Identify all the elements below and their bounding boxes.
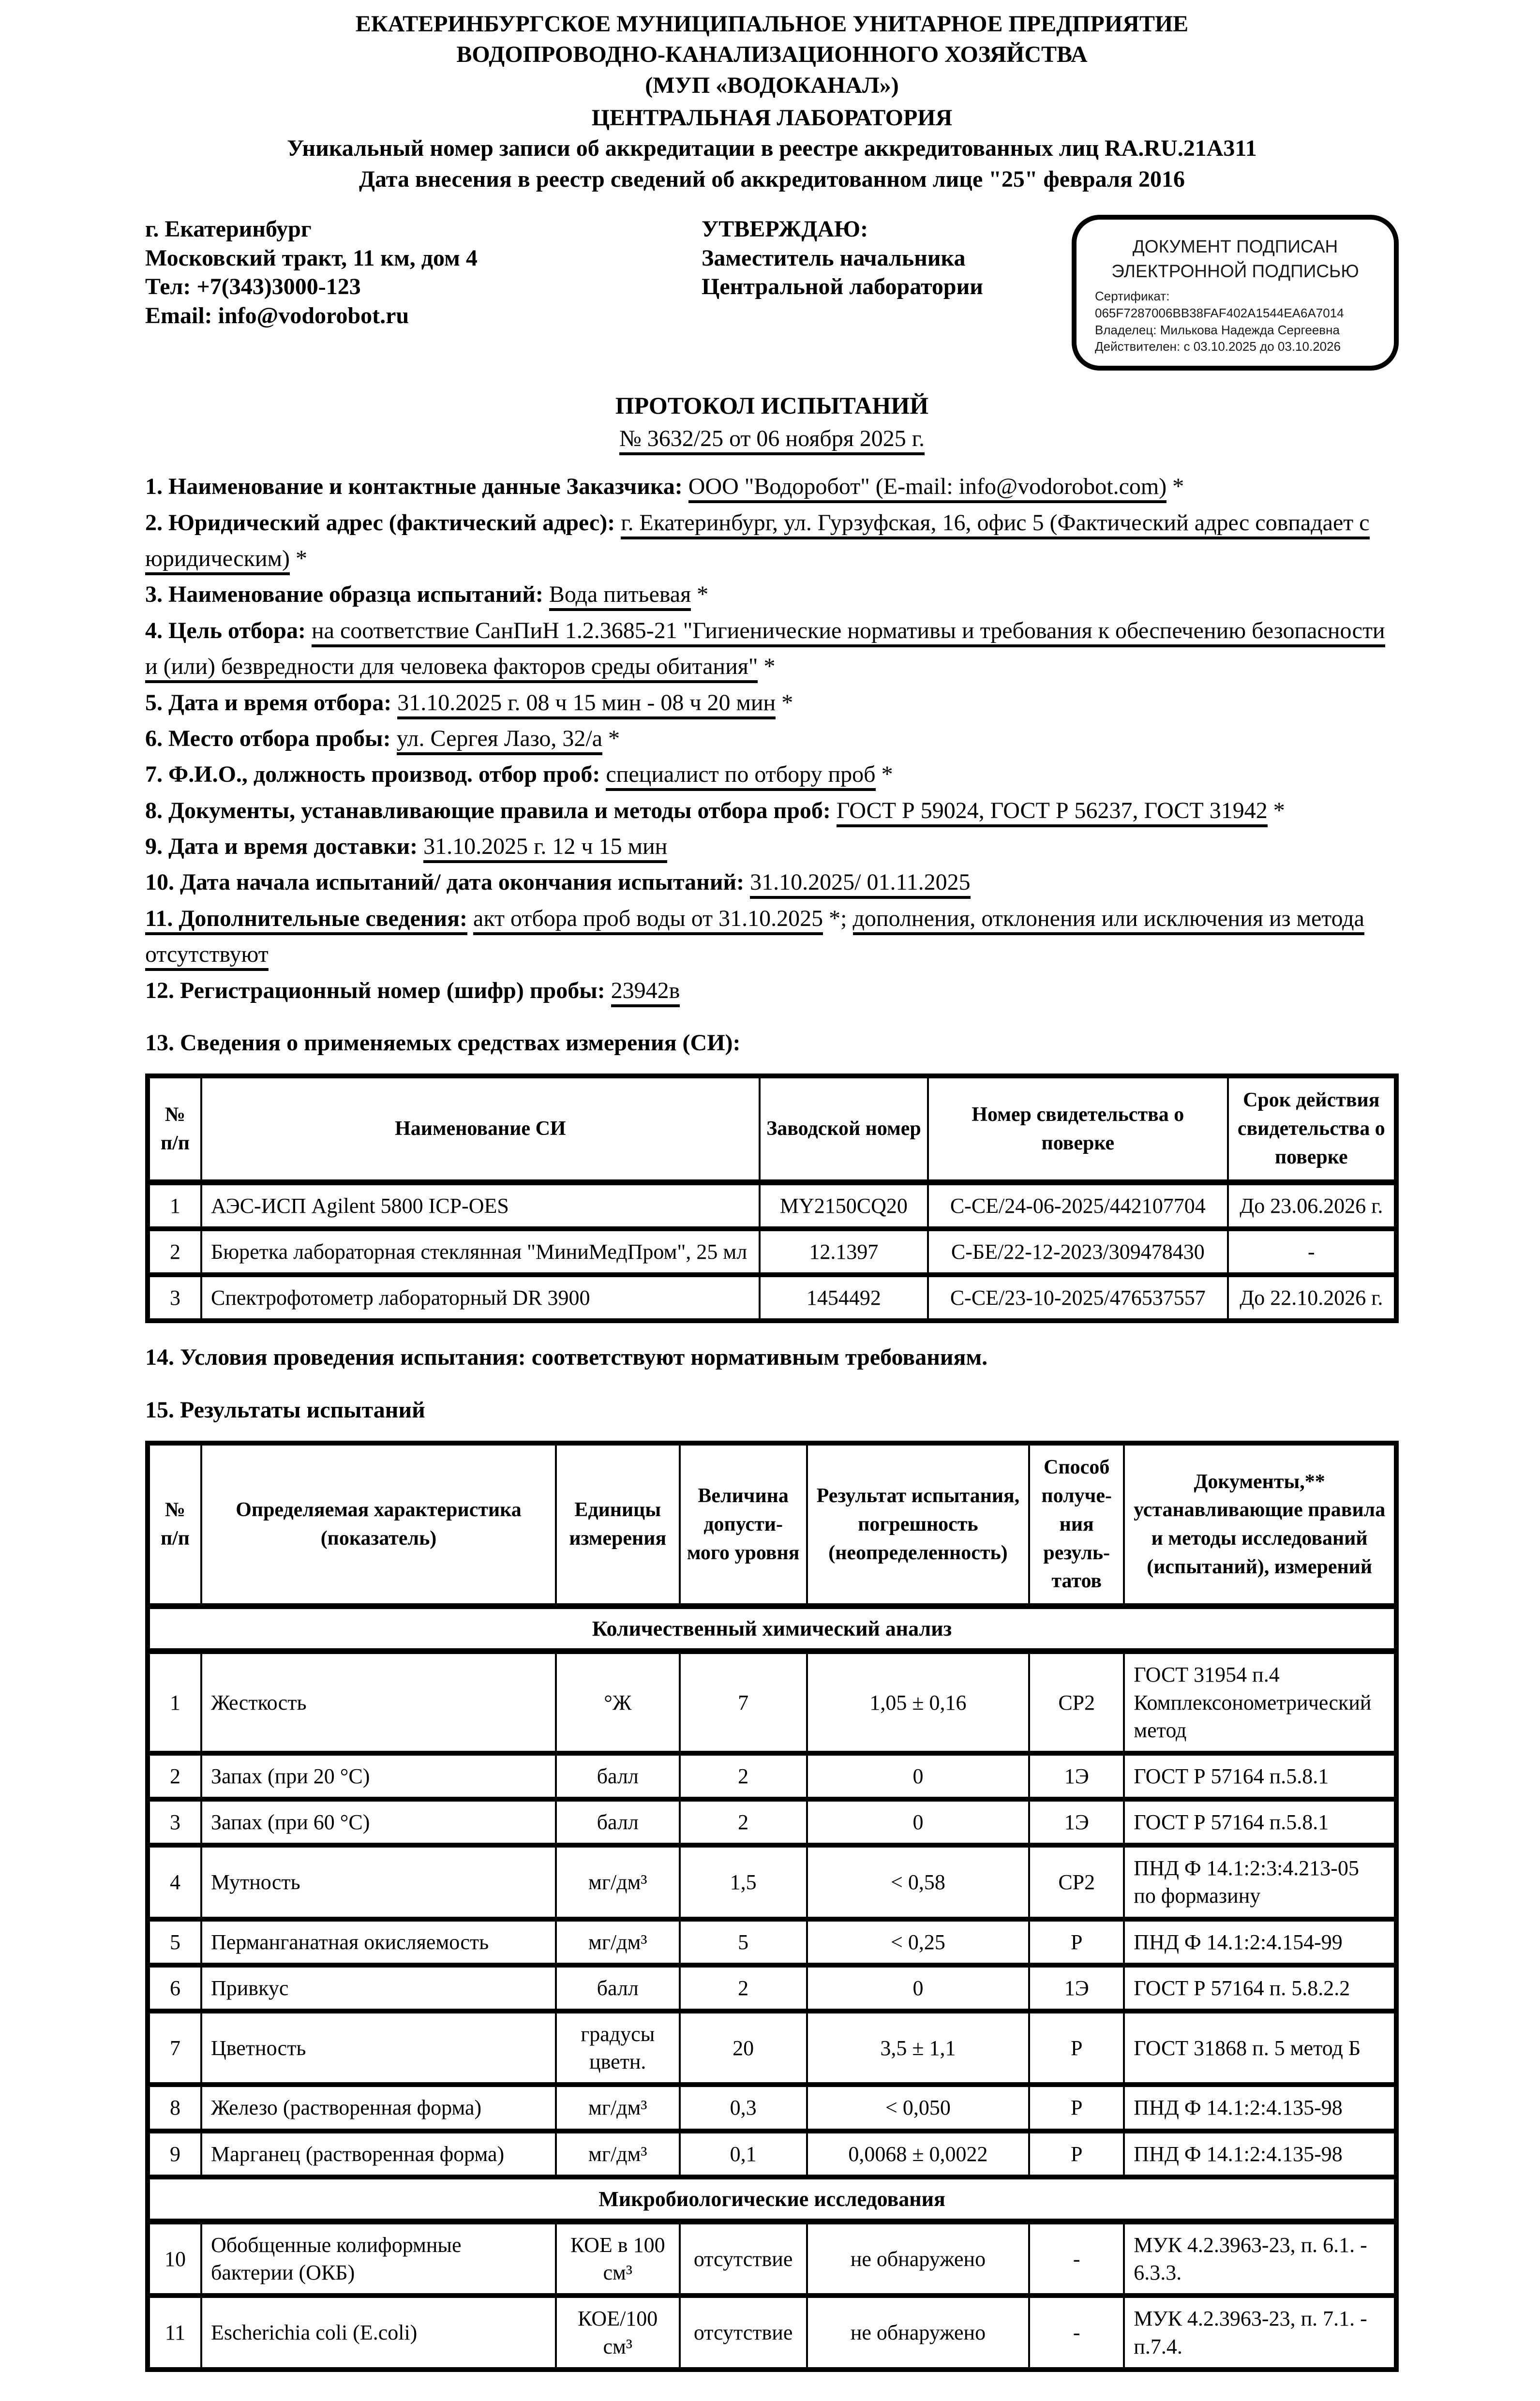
res-cell-result: 0	[807, 1799, 1029, 1845]
res-cell-result: < 0,050	[807, 2085, 1029, 2131]
item-12	[145, 973, 1399, 1009]
results-table-row	[148, 1965, 1396, 2011]
stamp-owner: Владелец: Милькова Надежда Сергеевна	[1095, 322, 1340, 337]
item-11-value: акт отбора проб воды от 31.10.2025	[473, 906, 823, 935]
protocol-title: ПРОТОКОЛ ИСПЫТАНИЙ	[615, 392, 929, 419]
si-col-certificate: Номер свидетельства о поверке	[928, 1076, 1227, 1182]
res-cell-units: мг/дм³	[556, 1845, 680, 1919]
accreditation-line: Уникальный номер записи об аккредитации в реестре аккредитованных лиц RA.RU.21А311	[287, 135, 1257, 162]
item-8-label: 8. Документы, устанавливающие правила и методы отбора проб:	[145, 797, 831, 823]
res-cell-result: 3,5 ± 1,1	[807, 2011, 1029, 2085]
res-cell-result: 1,05 ± 0,16	[807, 1651, 1029, 1753]
item-4-value: на соответствие СанПиН 1.2.3685-21 "Гигиенические нормативы и требования к обеспечению безопасности и (или) безвредности для человека факторов среды обитания"	[145, 618, 1385, 683]
res-cell-limit: 1,5	[680, 1845, 807, 1919]
res-cell-units: мг/дм³	[556, 1919, 680, 1965]
res-cell-units: балл	[556, 1753, 680, 1799]
results-heading-label: 15. Результаты испытаний	[145, 1397, 425, 1423]
res-cell-limit: 20	[680, 2011, 807, 2085]
item-12-value: 23942в	[611, 978, 680, 1007]
item-8	[145, 793, 1399, 829]
item-8-value: ГОСТ Р 59024, ГОСТ Р 56237, ГОСТ 31942	[837, 798, 1268, 827]
res-cell-characteristic: Мутность	[201, 1845, 556, 1919]
results-table-row	[148, 1753, 1396, 1799]
res-cell-docs: ГОСТ Р 57164 п.5.8.1	[1124, 1753, 1396, 1799]
res-cell-num: 4	[148, 1845, 201, 1919]
si-cell-validity: -	[1228, 1229, 1396, 1275]
res-cell-characteristic: Обобщенные колиформные бактерии (ОКБ)	[201, 2222, 556, 2296]
item-7-suffix: *	[875, 761, 893, 788]
res-cell-docs: ГОСТ Р 57164 п. 5.8.2.2	[1124, 1965, 1396, 2011]
item-10	[145, 865, 1399, 900]
item-2-value: г. Екатеринбург, ул. Гурзуфская, 16, офис 5 (Фактический адрес совпадает с юридическим)	[145, 510, 1370, 575]
item-11-suffix: *;	[823, 905, 853, 931]
si-cell-serial: 12.1397	[760, 1229, 928, 1275]
res-cell-method: Р	[1029, 2011, 1124, 2085]
contact-email: Email: info@vodorobot.ru	[145, 302, 409, 328]
results-heading	[145, 1392, 1399, 1428]
item-2-label: 2. Юридический адрес (фактический адрес):	[145, 509, 615, 536]
res-cell-limit: 0,3	[680, 2085, 807, 2131]
conditions-line-label: 14. Условия проведения испытания: соответствуют нормативным требованиям.	[145, 1344, 988, 1371]
res-col-num: № п/п	[148, 1443, 201, 1606]
res-cell-units: балл	[556, 1799, 680, 1845]
item-10-label: 10. Дата начала испытаний/ дата окончания испытаний:	[145, 869, 745, 895]
item-11	[145, 901, 1399, 973]
item-3-label: 3. Наименование образца испытаний:	[145, 582, 543, 608]
results-header-row	[148, 1443, 1396, 1606]
stamp-details	[1095, 288, 1376, 355]
res-cell-result: не обнаружено	[807, 2296, 1029, 2369]
org-header	[145, 9, 1399, 194]
item-12-label: 12. Регистрационный номер (шифр) пробы:	[145, 977, 605, 1003]
si-cell-certificate: С-СЕ/24-06-2025/442107704	[928, 1182, 1227, 1229]
section-chemical-analysis	[148, 1606, 1396, 1651]
res-cell-limit: 2	[680, 1965, 807, 2011]
res-cell-num: 10	[148, 2222, 201, 2296]
res-cell-units: градусы цветн.	[556, 2011, 680, 2085]
item-4-suffix: *	[758, 654, 776, 680]
res-cell-method: 1Э	[1029, 1799, 1124, 1845]
res-cell-characteristic: Запах (при 20 °С)	[201, 1753, 556, 1799]
si-col-num: № п/п	[148, 1076, 201, 1182]
res-cell-num: 1	[148, 1651, 201, 1753]
res-cell-characteristic: Привкус	[201, 1965, 556, 2011]
results-headings	[145, 1340, 1399, 1428]
electronic-signature-stamp	[1072, 215, 1399, 371]
res-cell-method: СР2	[1029, 1845, 1124, 1919]
section-microbiology	[148, 2177, 1396, 2222]
res-cell-limit: отсутствие	[680, 2222, 807, 2296]
res-cell-num: 8	[148, 2085, 201, 2131]
item-6	[145, 721, 1399, 757]
item-4-label: 4. Цель отбора:	[145, 617, 306, 643]
res-cell-num: 2	[148, 1753, 201, 1799]
item-3	[145, 577, 1399, 612]
si-cell-certificate: С-СЕ/23-10-2025/476537557	[928, 1275, 1227, 1321]
protocol-head	[145, 390, 1399, 456]
org-name-line-3: (МУП «ВОДОКАНАЛ»)	[645, 72, 899, 98]
si-table-heading	[145, 1025, 1399, 1061]
res-cell-num: 7	[148, 2011, 201, 2085]
res-cell-docs: ПНД Ф 14.1:2:4.135-98	[1124, 2131, 1396, 2177]
si-cell-validity: До 23.06.2026 г.	[1228, 1182, 1396, 1229]
res-col-characteristic: Определяемая характеристика (показатель)	[201, 1443, 556, 1606]
results-table-row	[148, 2131, 1396, 2177]
results-table-row	[148, 1799, 1396, 1845]
si-table-row	[148, 1275, 1396, 1321]
res-cell-limit: 2	[680, 1753, 807, 1799]
item-1-label: 1. Наименование и контактные данные Заказчика:	[145, 474, 683, 500]
res-cell-limit: отсутствие	[680, 2296, 807, 2369]
results-table-row	[148, 2296, 1396, 2369]
res-cell-docs: ПНД Ф 14.1:2:4.154-99	[1124, 1919, 1396, 1965]
res-cell-characteristic: Запах (при 60 °С)	[201, 1799, 556, 1845]
res-cell-characteristic: Марганец (растворенная форма)	[201, 2131, 556, 2177]
item-4	[145, 613, 1399, 685]
item-10-value: 31.10.2025/ 01.11.2025	[750, 869, 971, 899]
res-cell-method: Р	[1029, 2085, 1124, 2131]
org-name-line-1: ЕКАТЕРИНБУРГСКОЕ МУНИЦИПАЛЬНОЕ УНИТАРНОЕ ПРЕДПРИЯТИЕ	[355, 11, 1189, 37]
res-cell-method: Р	[1029, 2131, 1124, 2177]
si-col-name: Наименование СИ	[201, 1076, 760, 1182]
stamp-certificate: Сертификат: 065F7287006BB38FAF402A1544EA6A7014	[1095, 288, 1344, 320]
res-col-result: Результат испытания, погрешность (неопределенность)	[807, 1443, 1029, 1606]
results-table	[145, 1441, 1399, 2372]
si-table-heading-label: 13. Сведения о применяемых средствах измерения (СИ):	[145, 1030, 741, 1056]
res-cell-units: мг/дм³	[556, 2085, 680, 2131]
registry-date-line: Дата внесения в реестр сведений об аккредитованном лице "25" февраля 2016	[359, 166, 1185, 192]
res-cell-method: СР2	[1029, 1651, 1124, 1753]
res-col-method: Способ получе-ния резуль-татов	[1029, 1443, 1124, 1606]
si-cell-validity: До 22.10.2026 г.	[1228, 1275, 1396, 1321]
res-cell-docs: МУК 4.2.3963-23, п. 6.1. - 6.3.3.	[1124, 2222, 1396, 2296]
si-table	[145, 1074, 1399, 1323]
res-cell-result: не обнаружено	[807, 2222, 1029, 2296]
approval-position-line-2: Центральной лаборатории	[702, 274, 983, 300]
results-table-row	[148, 1845, 1396, 1919]
res-col-units: Единицы измерения	[556, 1443, 680, 1606]
res-cell-docs: ГОСТ Р 57164 п.5.8.1	[1124, 1799, 1396, 1845]
item-8-suffix: *	[1267, 797, 1285, 823]
si-cell-name: АЭС-ИСП Agilent 5800 ICP-OES	[201, 1182, 760, 1229]
res-cell-result: < 0,58	[807, 1845, 1029, 1919]
item-1-suffix: *	[1166, 474, 1184, 500]
si-cell-num: 1	[148, 1182, 201, 1229]
item-2	[145, 505, 1399, 577]
item-5-label: 5. Дата и время отбора:	[145, 689, 392, 716]
res-cell-method: -	[1029, 2222, 1124, 2296]
approval-title: УТВЕРЖДАЮ:	[702, 216, 868, 242]
protocol-number-text: № 3632/25 от 06 ноября 2025 г.	[619, 426, 925, 455]
si-table-row	[148, 1229, 1396, 1275]
si-table-header-row	[148, 1076, 1396, 1182]
res-cell-method: 1Э	[1029, 1753, 1124, 1799]
results-table-row	[148, 2222, 1396, 2296]
res-cell-docs: ГОСТ 31868 п. 5 метод Б	[1124, 2011, 1396, 2085]
contact-address: Московский тракт, 11 км, дом 4	[145, 245, 478, 271]
res-col-limit: Величина допусти-мого уровня	[680, 1443, 807, 1606]
info-row	[145, 215, 1399, 371]
approval-block	[702, 215, 992, 301]
res-cell-limit: 2	[680, 1799, 807, 1845]
item-5-suffix: *	[776, 689, 793, 716]
si-table-row	[148, 1182, 1396, 1229]
results-table-row	[148, 2085, 1396, 2131]
item-5-value: 31.10.2025 г. 08 ч 15 мин - 08 ч 20 мин	[397, 690, 776, 719]
approval-position-line-1: Заместитель начальника	[702, 245, 966, 271]
res-cell-units: мг/дм³	[556, 2131, 680, 2177]
res-cell-docs: ПНД Ф 14.1:2:4.135-98	[1124, 2085, 1396, 2131]
stamp-title	[1095, 234, 1376, 283]
item-3-suffix: *	[691, 582, 709, 608]
res-cell-units: КОЕ/100 см³	[556, 2296, 680, 2369]
res-cell-units: °Ж	[556, 1651, 680, 1753]
si-cell-name: Спектрофотометр лабораторный DR 3900	[201, 1275, 760, 1321]
item-11-label: 11. Дополнительные сведения:	[145, 906, 467, 935]
contact-phone: Тел: +7(343)3000-123	[145, 274, 361, 300]
res-cell-num: 11	[148, 2296, 201, 2369]
items-block	[145, 469, 1399, 1061]
res-cell-method: 1Э	[1029, 1965, 1124, 2011]
res-cell-num: 9	[148, 2131, 201, 2177]
res-cell-characteristic: Цветность	[201, 2011, 556, 2085]
si-cell-serial: MY2150CQ20	[760, 1182, 928, 1229]
res-cell-result: 0	[807, 1753, 1029, 1799]
section-microbiology-title: Микробиологические исследования	[148, 2177, 1396, 2222]
res-cell-limit: 7	[680, 1651, 807, 1753]
res-cell-docs: ГОСТ 31954 п.4 Комплексонометрический метод	[1124, 1651, 1396, 1753]
res-cell-result: 0,0068 ± 0,0022	[807, 2131, 1029, 2177]
item-1	[145, 469, 1399, 505]
item-7-label: 7. Ф.И.О., должность производ. отбор проб:	[145, 761, 600, 788]
contact-block	[145, 215, 702, 330]
item-1-value: ООО "Водоробот" (E-mail: info@vodorobot.com)	[688, 474, 1166, 503]
res-cell-num: 5	[148, 1919, 201, 1965]
conditions-line	[145, 1340, 1399, 1375]
si-col-serial: Заводской номер	[760, 1076, 928, 1182]
results-table-row	[148, 2011, 1396, 2085]
si-col-validity: Срок действия свидетельства о поверке	[1228, 1076, 1396, 1182]
results-table-row	[148, 1651, 1396, 1753]
si-cell-certificate: С-БЕ/22-12-2023/309478430	[928, 1229, 1227, 1275]
item-5	[145, 685, 1399, 721]
item-9-value: 31.10.2025 г. 12 ч 15 мин	[423, 834, 667, 863]
stamp-title-line-2: ЭЛЕКТРОННОЙ ПОДПИСЬЮ	[1111, 261, 1359, 282]
org-name-line-2: ВОДОПРОВОДНО-КАНАЛИЗАЦИОННОГО ХОЗЯЙСТВА	[456, 42, 1088, 68]
item-7	[145, 757, 1399, 792]
item-3-value: Вода питьевая	[549, 582, 691, 611]
res-cell-docs: ПНД Ф 14.1:2:3:4.213-05 по формазину	[1124, 1845, 1396, 1919]
si-cell-num: 2	[148, 1229, 201, 1275]
item-6-label: 6. Место отбора пробы:	[145, 725, 391, 751]
item-9	[145, 829, 1399, 865]
res-cell-characteristic: Жесткость	[201, 1651, 556, 1753]
results-table-row	[148, 1919, 1396, 1965]
item-6-value: ул. Сергея Лазо, 32/а	[397, 726, 602, 755]
item-9-label: 9. Дата и время доставки:	[145, 834, 418, 860]
item-6-suffix: *	[602, 725, 620, 751]
si-cell-name: Бюретка лабораторная стеклянная "МиниМедПром", 25 мл	[201, 1229, 760, 1275]
item-7-value: специалист по отбору проб	[606, 761, 875, 791]
res-cell-characteristic: Перманганатная окисляемость	[201, 1919, 556, 1965]
stamp-validity: Действителен: с 03.10.2025 до 03.10.2026	[1095, 339, 1341, 354]
protocol-number	[145, 421, 1399, 456]
res-cell-units: КОЕ в 100 см³	[556, 2222, 680, 2296]
res-cell-method: Р	[1029, 1919, 1124, 1965]
res-cell-num: 6	[148, 1965, 201, 2011]
si-cell-num: 3	[148, 1275, 201, 1321]
org-lab-line: ЦЕНТРАЛЬНАЯ ЛАБОРАТОРИЯ	[591, 105, 953, 131]
section-chemical-title: Количественный химический анализ	[148, 1606, 1396, 1651]
item-2-suffix: *	[289, 545, 307, 571]
res-cell-characteristic: Железо (растворенная форма)	[201, 2085, 556, 2131]
res-cell-result: 0	[807, 1965, 1029, 2011]
res-cell-num: 3	[148, 1799, 201, 1845]
res-cell-method: -	[1029, 2296, 1124, 2369]
contact-city: г. Екатеринбург	[145, 216, 312, 242]
item-11-value-2: дополнения, отклонения или исключения из метода отсутствуют	[145, 906, 1364, 971]
res-cell-result: < 0,25	[807, 1919, 1029, 1965]
si-cell-serial: 1454492	[760, 1275, 928, 1321]
res-cell-docs: МУК 4.2.3963-23, п. 7.1. - п.7.4.	[1124, 2296, 1396, 2369]
res-cell-characteristic: Escherichia coli (E.coli)	[201, 2296, 556, 2369]
res-cell-limit: 0,1	[680, 2131, 807, 2177]
stamp-title-line-1: ДОКУМЕНТ ПОДПИСАН	[1132, 237, 1338, 257]
res-col-docs: Документы,** устанавливающие правила и методы исследований (испытаний), измерений	[1124, 1443, 1396, 1606]
res-cell-limit: 5	[680, 1919, 807, 1965]
res-cell-units: балл	[556, 1965, 680, 2011]
